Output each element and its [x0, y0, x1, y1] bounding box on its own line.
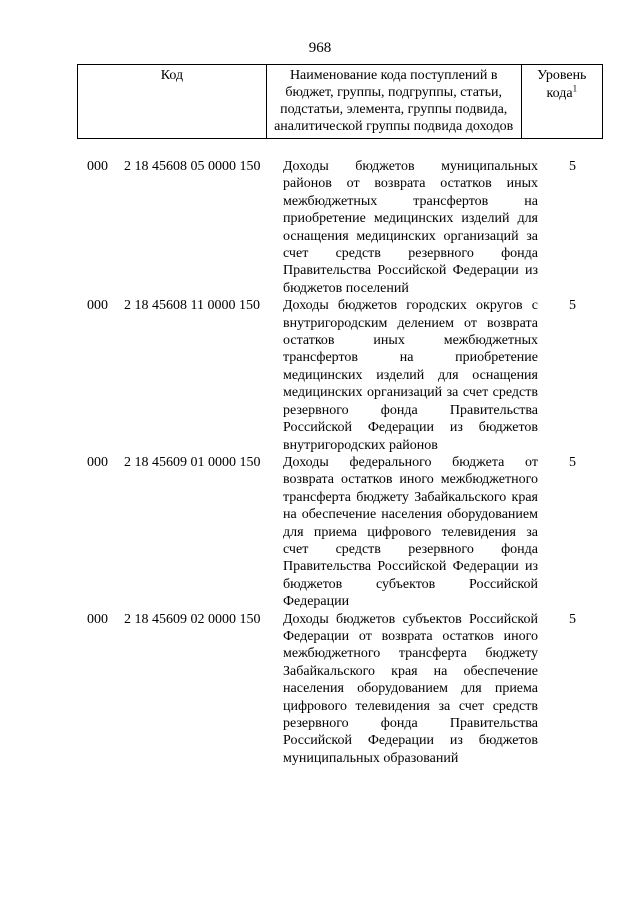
row-revenue-code: 2 18 45608 05 0000 150 — [124, 159, 261, 174]
row-admin-code: 000 — [87, 611, 108, 627]
row-admin-code: 000 — [87, 298, 108, 314]
row-name: Доходы бюджетов муниципальных районов от возврата остатков иных межбюджетных трансфертов на приобретение медицинских изделий для оснащения медицинских организаций за счет средств резервного фонда Правительства Российской Федерации из бюджетов поселений — [283, 159, 538, 296]
row-level: 5 — [569, 454, 576, 470]
header-code: Код — [78, 65, 267, 139]
header-level-label: Уровень кода — [537, 68, 587, 101]
header-level — [521, 65, 602, 139]
table-body — [77, 158, 603, 767]
table-row — [77, 297, 603, 454]
row-revenue-code: 2 18 45608 11 0000 150 — [124, 298, 260, 314]
header-level-footnote: 1 — [572, 83, 578, 94]
row-level: 5 — [569, 611, 576, 627]
row-revenue-code: 2 18 45609 02 0000 150 — [124, 611, 261, 627]
row-level: 5 — [569, 298, 576, 314]
row-name: Доходы бюджетов городских округов с внутригородским делением от возврата остатков иных межбюджетных трансфертов на приобретение медицинских изделий для оснащения медицинских организаций за счет средств резервного фонда Правительства Российской Федерации из бюджетов внутригородских районов — [283, 298, 538, 453]
row-level: 5 — [569, 159, 576, 174]
row-revenue-code: 2 18 45609 01 0000 150 — [124, 454, 261, 470]
page-number: 968 — [308, 40, 332, 56]
row-name: Доходы бюджетов субъектов Российской Федерации от возврата остатков иного межбюджетного трансферта бюджету Забайкальского края на обеспечение населения оборудованием для приема цифрового телевидения за счет средств резервного фонда Правительства Российской Федерации из бюджетов муниципальных образований — [283, 611, 538, 766]
table-header — [77, 64, 603, 139]
table-row — [77, 611, 603, 768]
header-name: Наименование кода поступлений в бюджет, группы, подгруппы, статьи, подстатьи, элемента, группы подвида, аналитической группы подвида доходов — [266, 65, 521, 139]
row-name: Доходы федерального бюджета от возврата остатков иного межбюджетного трансферта бюджету Забайкальского края на обеспечение населения оборудованием для приема цифрового телевидения за счет средств резервного фонда Правительства Российской Федерации из бюджетов субъектов Российской Федерации — [283, 454, 538, 610]
table-row — [77, 158, 603, 297]
table-row — [77, 454, 603, 611]
row-admin-code: 000 — [87, 159, 108, 174]
row-admin-code: 000 — [87, 454, 108, 470]
